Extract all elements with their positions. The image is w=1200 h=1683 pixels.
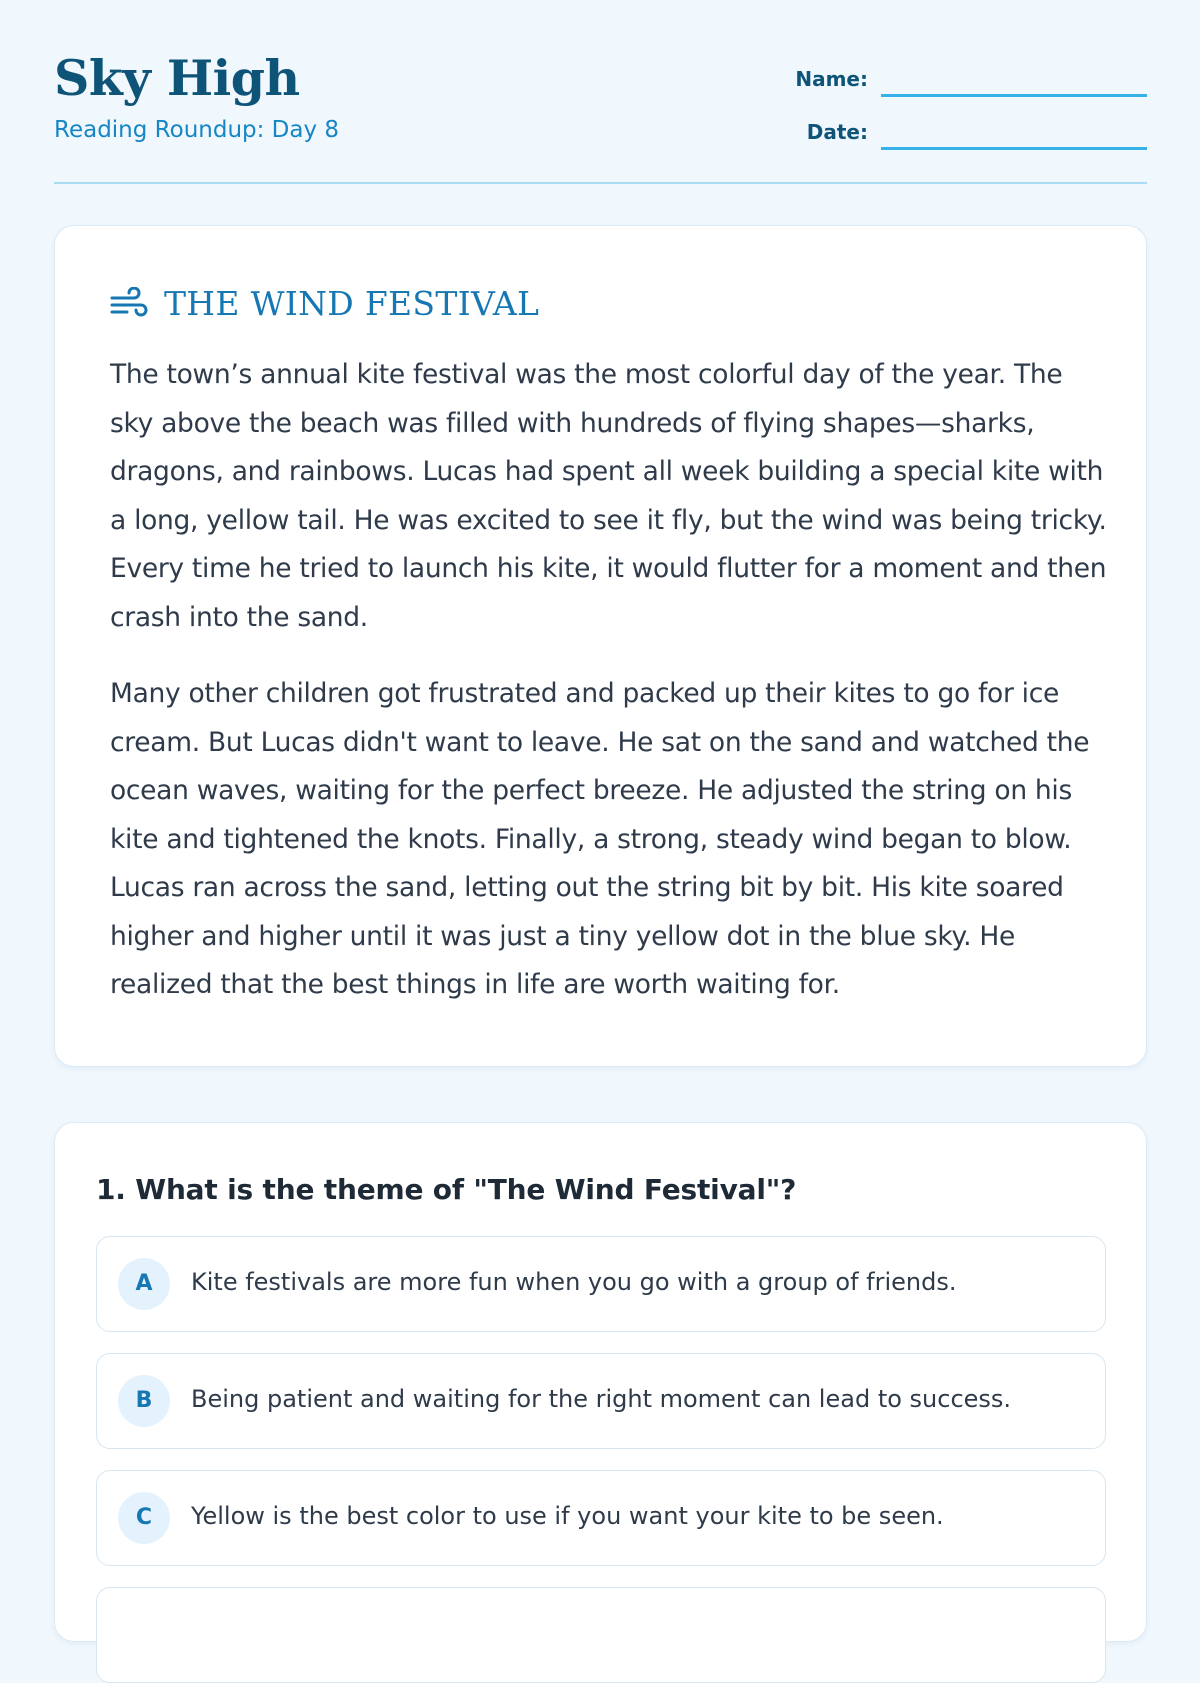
question-text: 1. What is the theme of "The Wind Festival"?: [96, 1173, 797, 1206]
date-field[interactable]: [744, 110, 1147, 150]
worksheet-header: [54, 0, 1147, 184]
page-title: Sky High: [54, 49, 300, 107]
option-letter-badge: C: [118, 1492, 170, 1544]
page-subtitle: Reading Roundup: Day 8: [54, 117, 340, 143]
story-paragraph: Many other children got frustrated and packed up their kites to go for ice cream. But Lucas didn't want to leave. He sat on the sand and watched the ocean waves, waiting for the perfect breeze. He adjusted the string on his kite and tightened the knots. Finally, a strong, steady wind began to blow. Lucas ran across the sand, letting out the string bit by bit. His kite soared higher and higher until it was just a tiny yellow dot in the blue sky. He realized that the best things in life are worth waiting for.: [110, 678, 1090, 1000]
story-title: THE WIND FESTIVAL: [164, 284, 540, 323]
option-letter-badge: B: [118, 1375, 170, 1427]
wind-icon: [110, 287, 148, 321]
answer-option-b[interactable]: [96, 1353, 1106, 1449]
answer-option-d[interactable]: [96, 1587, 1106, 1683]
story-paragraph: The town’s annual kite festival was the most colorful day of the year. The sky above the beach was filled with hundreds of flying shapes—sharks, dragons, and rainbows. Lucas had spent all week building a special kite with a long, yellow tail. He was excited to see it fly, but the wind was being tricky. Every time he tried to launch his kite, it would flutter for a moment and then crash into the sand.: [110, 359, 1107, 633]
story-body: [110, 351, 1110, 1038]
option-text: Kite festivals are more fun when you go with a group of friends.: [191, 1268, 957, 1296]
option-letter-badge: A: [118, 1258, 170, 1310]
name-line[interactable]: [881, 94, 1147, 97]
name-field[interactable]: [744, 57, 1147, 97]
date-label: Date:: [806, 120, 868, 144]
date-line[interactable]: [881, 147, 1147, 150]
option-text: Yellow is the best color to use if you want your kite to be seen.: [191, 1502, 944, 1530]
name-label: Name:: [795, 67, 868, 91]
answer-option-c[interactable]: [96, 1470, 1106, 1566]
story-heading: [110, 284, 539, 323]
answer-option-a[interactable]: [96, 1236, 1106, 1332]
question-card: [54, 1122, 1147, 1642]
story-card: [54, 225, 1147, 1067]
option-text: Being patient and waiting for the right moment can lead to success.: [191, 1385, 1012, 1413]
worksheet-page: [54, 0, 1147, 1530]
